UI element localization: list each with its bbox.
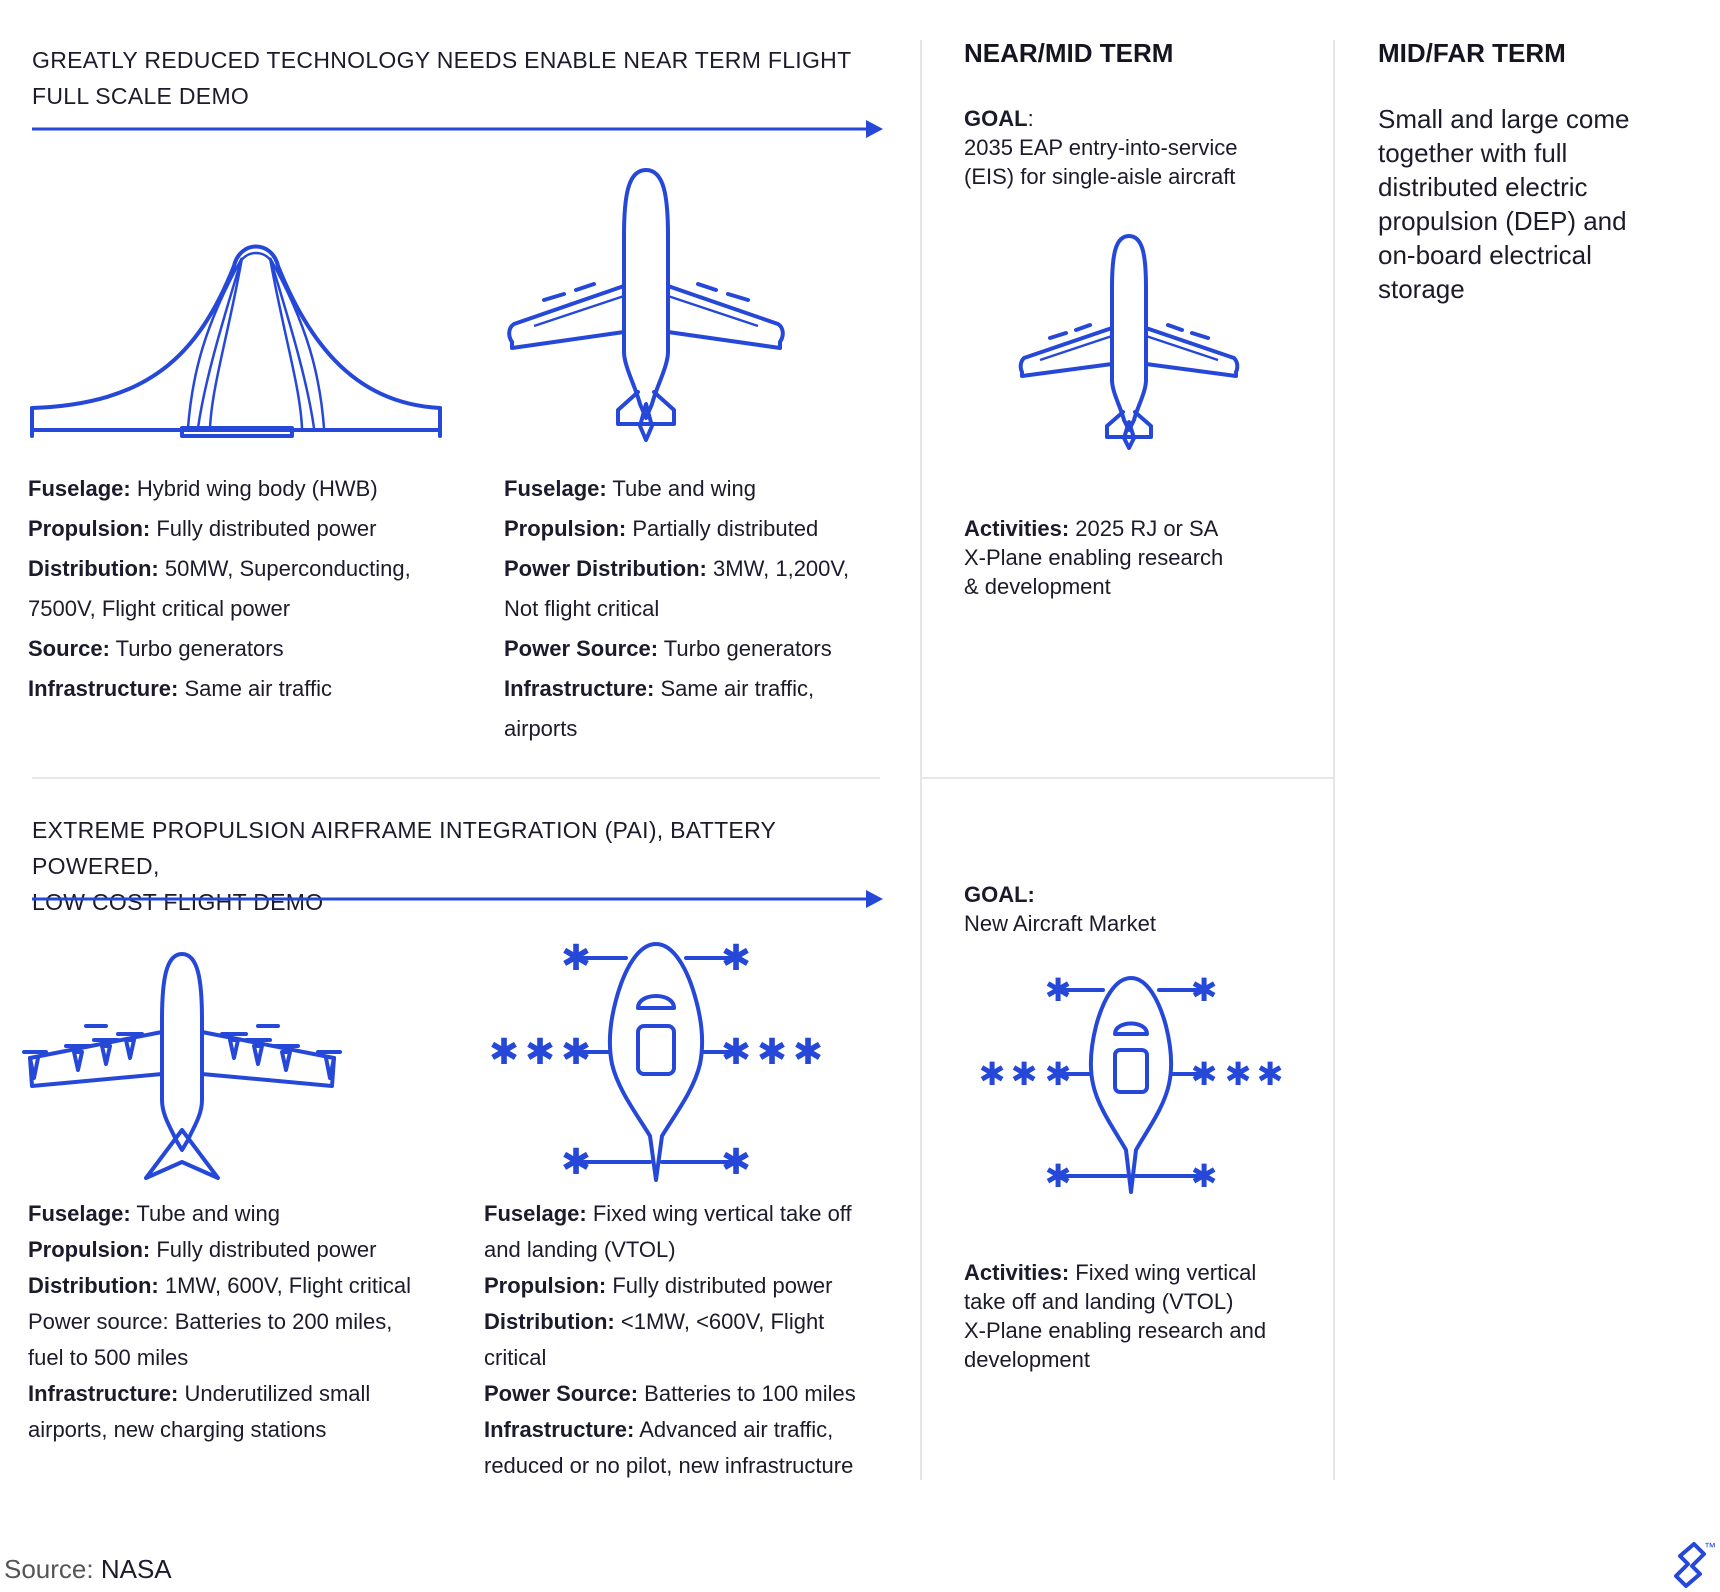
svg-text:✱: ✱ — [1190, 971, 1218, 1009]
spec-line: Power Distribution: 3MW, 1,200V, — [504, 556, 850, 581]
spec-line: and landing (VTOL) — [484, 1237, 676, 1262]
rotor-stars — [489, 938, 823, 1183]
near-mid-top-activities — [964, 514, 1304, 601]
column-divider-2 — [1333, 40, 1335, 1480]
svg-text:✱: ✱ — [720, 1142, 752, 1183]
spec-line: Distribution: 1MW, 600V, Flight critical — [28, 1273, 412, 1298]
goal-line: 2035 EAP entry-into-service — [964, 135, 1238, 160]
near-mid-bottom-activities — [964, 1258, 1324, 1374]
mid-far-term-text — [1378, 102, 1698, 306]
svg-text:✱: ✱ — [978, 1055, 1006, 1093]
spec-line: Propulsion: Fully distributed power — [28, 1237, 377, 1262]
activities-line: & development — [964, 574, 1111, 599]
svg-text:✱: ✱ — [1044, 971, 1072, 1009]
spec-line: critical — [484, 1345, 547, 1370]
svg-text:✱: ✱ — [524, 1032, 556, 1073]
text-line: propulsion (DEP) and — [1378, 206, 1627, 236]
svg-text:✱: ✱ — [1224, 1055, 1252, 1093]
goal-label-line: GOAL: — [964, 882, 1035, 907]
distributed-propulsion-aircraft-icon — [22, 950, 342, 1184]
svg-text:✱: ✱ — [560, 1142, 592, 1183]
svg-text:✱: ✱ — [1190, 1157, 1218, 1195]
svg-text:✱: ✱ — [792, 1032, 824, 1073]
mid-far-term-title: MID/FAR TERM — [1378, 38, 1566, 68]
top-arrow — [30, 118, 885, 140]
svg-text:✱: ✱ — [1190, 1055, 1218, 1093]
spec-line: Fuselage: Hybrid wing body (HWB) — [28, 476, 378, 501]
spec-line: Infrastructure: Same air traffic, — [504, 676, 815, 701]
row-divider-middle — [920, 777, 1333, 779]
spec-line: fuel to 500 miles — [28, 1345, 189, 1370]
rotor-stars — [979, 971, 1284, 1195]
goal-line: (EIS) for single-aisle aircraft — [964, 164, 1236, 189]
bottom-aircraft-a-specs — [28, 1196, 448, 1448]
svg-text:✱: ✱ — [720, 938, 752, 979]
spec-line: Fuselage: Tube and wing — [28, 1201, 280, 1226]
spec-line: Distribution: <1MW, <600V, Flight — [484, 1309, 825, 1334]
activities-line: Activities: Fixed wing vertical — [964, 1260, 1257, 1285]
trademark-symbol: ™ — [1704, 1540, 1716, 1554]
bottom-heading-line-2: LOW COST FLIGHT DEMO — [32, 889, 324, 915]
hybrid-wing-body-icon — [28, 236, 448, 446]
activities-line: Activities: 2025 RJ or SA — [964, 516, 1219, 541]
row-divider-left — [32, 777, 880, 779]
spec-line: Power Source: Turbo generators — [504, 636, 832, 661]
spec-line: airports, new charging stations — [28, 1417, 327, 1442]
spec-line: Source: Turbo generators — [28, 636, 284, 661]
activities-line: X-Plane enabling research — [964, 545, 1224, 570]
spec-line: reduced or no pilot, new infrastructure — [484, 1453, 854, 1478]
svg-text:✱: ✱ — [1044, 1157, 1072, 1195]
text-line: Small and large come — [1378, 104, 1630, 134]
column-divider-1 — [920, 40, 922, 1480]
svg-text:✱: ✱ — [720, 1032, 752, 1073]
goal-label-line: GOAL: — [964, 106, 1034, 131]
near-mid-bottom-goal — [964, 880, 1304, 938]
source-value: NASA — [93, 1554, 172, 1584]
spec-line: Not flight critical — [504, 596, 660, 621]
spec-line: 7500V, Flight critical power — [28, 596, 291, 621]
activities-line: X-Plane enabling research and — [964, 1318, 1267, 1343]
spec-line: Infrastructure: Underutilized small — [28, 1381, 371, 1406]
spec-line: Fuselage: Fixed wing vertical take off — [484, 1201, 852, 1226]
activities-line: development — [964, 1347, 1090, 1372]
source-label: Source: — [4, 1554, 94, 1584]
near-mid-term-title: NEAR/MID TERM — [964, 38, 1174, 68]
top-heading-line-1: GREATLY REDUCED TECHNOLOGY NEEDS ENABLE NEAR TERM FLIGHT — [32, 47, 852, 73]
top-aircraft-a-specs — [28, 469, 468, 709]
svg-text:✱: ✱ — [1256, 1055, 1284, 1093]
spec-line: Propulsion: Fully distributed power — [28, 516, 377, 541]
svg-text:✱: ✱ — [488, 1032, 520, 1073]
bottom-heading-line-1: EXTREME PROPULSION AIRFRAME INTEGRATION (PAI), BATTERY POWERED, — [32, 817, 776, 879]
top-panel-heading — [32, 42, 892, 114]
spec-line: Infrastructure: Same air traffic — [28, 676, 333, 701]
goal-line: New Aircraft Market — [964, 911, 1156, 936]
near-mid-top-goal — [964, 104, 1304, 191]
spec-line: airports — [504, 716, 578, 741]
spec-line: Distribution: 50MW, Superconducting, — [28, 556, 411, 581]
spec-line: Fuselage: Tube and wing — [504, 476, 756, 501]
top-heading-line-2: FULL SCALE DEMO — [32, 83, 250, 109]
svg-text:✱: ✱ — [1010, 1055, 1038, 1093]
single-aisle-aircraft-icon — [1016, 232, 1242, 452]
bottom-arrow — [30, 888, 885, 910]
spec-line: Infrastructure: Advanced air traffic, — [484, 1417, 834, 1442]
bottom-aircraft-b-specs — [484, 1196, 914, 1484]
text-line: on-board electrical — [1378, 240, 1592, 270]
text-line: together with full — [1378, 138, 1568, 168]
tube-and-wing-aircraft-icon — [504, 166, 788, 446]
svg-text:✱: ✱ — [560, 1032, 592, 1073]
svg-text:✱: ✱ — [560, 938, 592, 979]
spec-line: Propulsion: Fully distributed power — [484, 1273, 833, 1298]
vtol-x-plane-icon — [978, 971, 1284, 1200]
activities-line: take off and landing (VTOL) — [964, 1289, 1234, 1314]
spec-line: Power source: Batteries to 200 miles, — [28, 1309, 393, 1334]
spec-line: Power Source: Batteries to 100 miles — [484, 1381, 856, 1406]
svg-text:✱: ✱ — [1044, 1055, 1072, 1093]
vtol-aircraft-icon — [486, 940, 826, 1186]
text-line: storage — [1378, 274, 1465, 304]
spec-line: Propulsion: Partially distributed — [504, 516, 819, 541]
source-credit — [4, 1554, 172, 1584]
svg-text:✱: ✱ — [756, 1032, 788, 1073]
text-line: distributed electric — [1378, 172, 1588, 202]
top-aircraft-b-specs — [504, 469, 904, 749]
